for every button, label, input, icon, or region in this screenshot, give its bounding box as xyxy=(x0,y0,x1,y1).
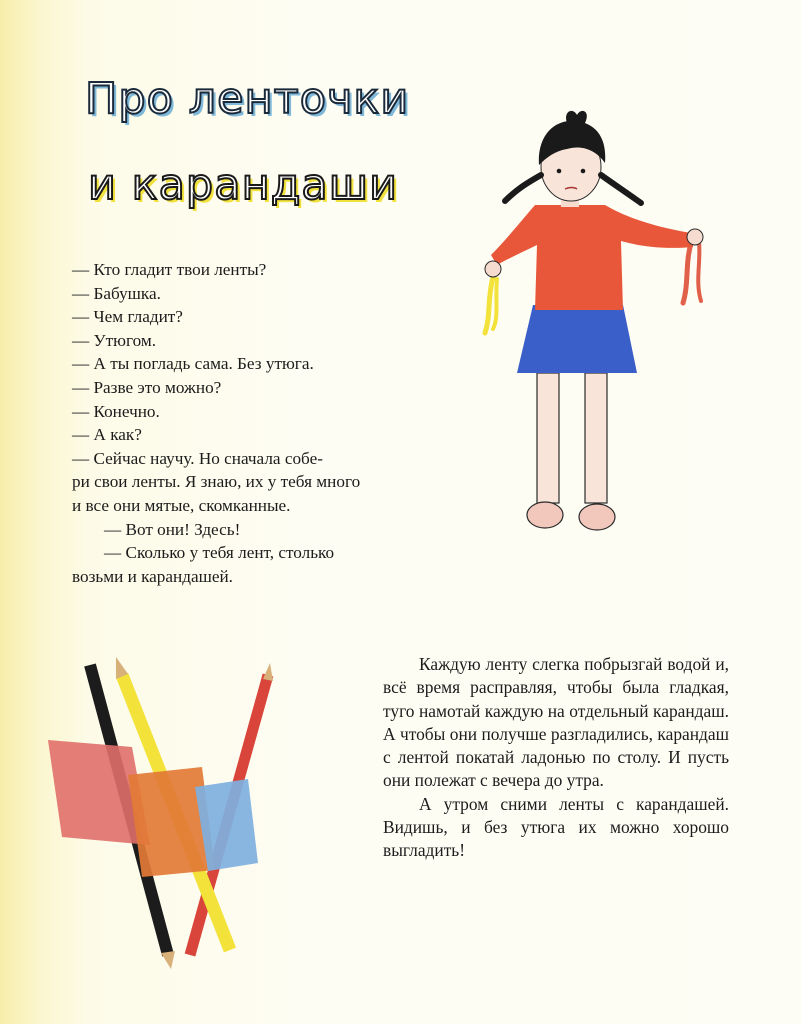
dialog-line: — Кто гладит твои ленты? xyxy=(72,260,267,279)
story-paragraph-1: Каждую ленту слегка побрызгай водой и, всё время расправляя, чтобы была гладкая, туго намотай каждую на отдельный карандаш. А чтобы они получше разгладились, карандаш с лентой покатай ладонью по столу. И пусть они полежат с вечера до утра. xyxy=(383,654,729,791)
dialog-line: — Сейчас научу. Но сначала собе- xyxy=(72,448,323,468)
dialog-text xyxy=(72,258,484,588)
dialog-line: — Бабушка. xyxy=(72,283,161,303)
title-line-2: и карандаши xyxy=(88,160,399,210)
dialog-line: — Утюгом. xyxy=(72,330,157,350)
dialog-line: — А ты погладь сама. Без утюга. xyxy=(72,354,314,374)
dialog-line: возьми и карандашей. xyxy=(72,566,233,586)
dialog-line: — Конечно. xyxy=(72,401,160,421)
dialog-line: — Чем гладит? xyxy=(72,307,183,327)
dialog-line: — Сколько у тебя лент, столько xyxy=(104,543,335,563)
girl-with-ribbons-illustration xyxy=(455,105,725,545)
pencils-with-ribbons-illustration xyxy=(40,655,300,975)
dialog-line: и все они мятые, скомканные. xyxy=(72,495,291,515)
dialog-line: — А как? xyxy=(72,425,142,445)
story-paragraph-2: А утром сними ленты с карандашей. Видишь, и без утюга их можно хорошо выгладить! xyxy=(383,793,729,861)
story-text xyxy=(383,653,729,863)
dialog-line: ри свои ленты. Я знаю, их у тебя много xyxy=(72,472,361,492)
dialog-line: — Вот они! Здесь! xyxy=(104,519,241,539)
title-line-1: Про ленточки xyxy=(85,74,410,124)
dialog-line: — Разве это можно? xyxy=(72,377,222,397)
